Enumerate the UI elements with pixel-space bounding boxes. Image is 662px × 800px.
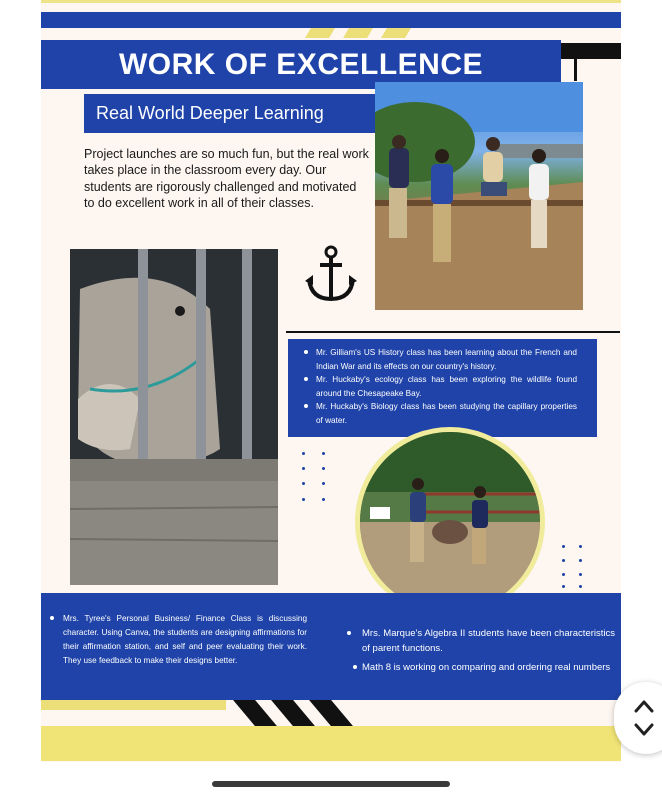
section-subtitle: Real World Deeper Learning xyxy=(96,103,324,123)
list-item: Mr. Gilliam's US History class has been learning about the French and Indian War and its effects on our country's history. xyxy=(302,346,577,373)
list-item: Mr. Huckaby's ecology class has been exploring the wildlife found around the Chesapeake Bay. xyxy=(302,373,577,400)
top-accent-line xyxy=(41,0,621,3)
bottom-right-column xyxy=(345,626,615,679)
horse-in-stall-photo xyxy=(70,249,278,585)
students-with-donkey-photo xyxy=(355,427,545,617)
yellow-footer-band xyxy=(41,726,621,761)
intro-paragraph: Project launches are so much fun, but the real work takes place in the classroom every day. Our students are rigorously challenged and motivated to do excellent work in all of their classes. xyxy=(84,147,369,210)
page-title: WORK OF EXCELLENCE xyxy=(118,47,483,81)
dot-grid-decoration xyxy=(302,452,332,512)
black-corner-decoration xyxy=(561,43,621,59)
chevron-down-icon[interactable] xyxy=(634,723,654,737)
subtitle-banner xyxy=(84,94,376,133)
yellow-stripes-decoration xyxy=(300,28,420,38)
top-blue-bar xyxy=(41,12,621,28)
scroll-control[interactable] xyxy=(614,682,662,754)
dot-grid-decoration xyxy=(562,545,592,590)
list-item: Mrs. Tyree's Personal Business/ Finance Class is discussing character. Using Canva, the students are designing affirmations for their affirmation station, and self and peer evaluating their work. They use feedback to make their designs better. xyxy=(50,612,307,668)
home-indicator[interactable] xyxy=(212,781,450,787)
anchor-icon xyxy=(305,245,357,305)
black-line-decoration xyxy=(574,59,577,81)
list-item: Math 8 is working on comparing and ordering real numbers xyxy=(345,660,615,675)
chevron-up-icon[interactable] xyxy=(634,699,654,713)
yellow-strip-decoration xyxy=(41,700,226,710)
section-divider xyxy=(286,331,620,333)
class-updates-box xyxy=(288,339,597,437)
list-item: Mr. Huckaby's Biology class has been studying the capillary properties of water. xyxy=(302,400,577,427)
black-stripes-decoration xyxy=(230,700,370,726)
students-on-pier-photo xyxy=(375,82,583,310)
list-item: Mrs. Marque's Algebra II students have been characteristics of parent functions. xyxy=(345,626,615,656)
bottom-left-column xyxy=(50,612,307,668)
